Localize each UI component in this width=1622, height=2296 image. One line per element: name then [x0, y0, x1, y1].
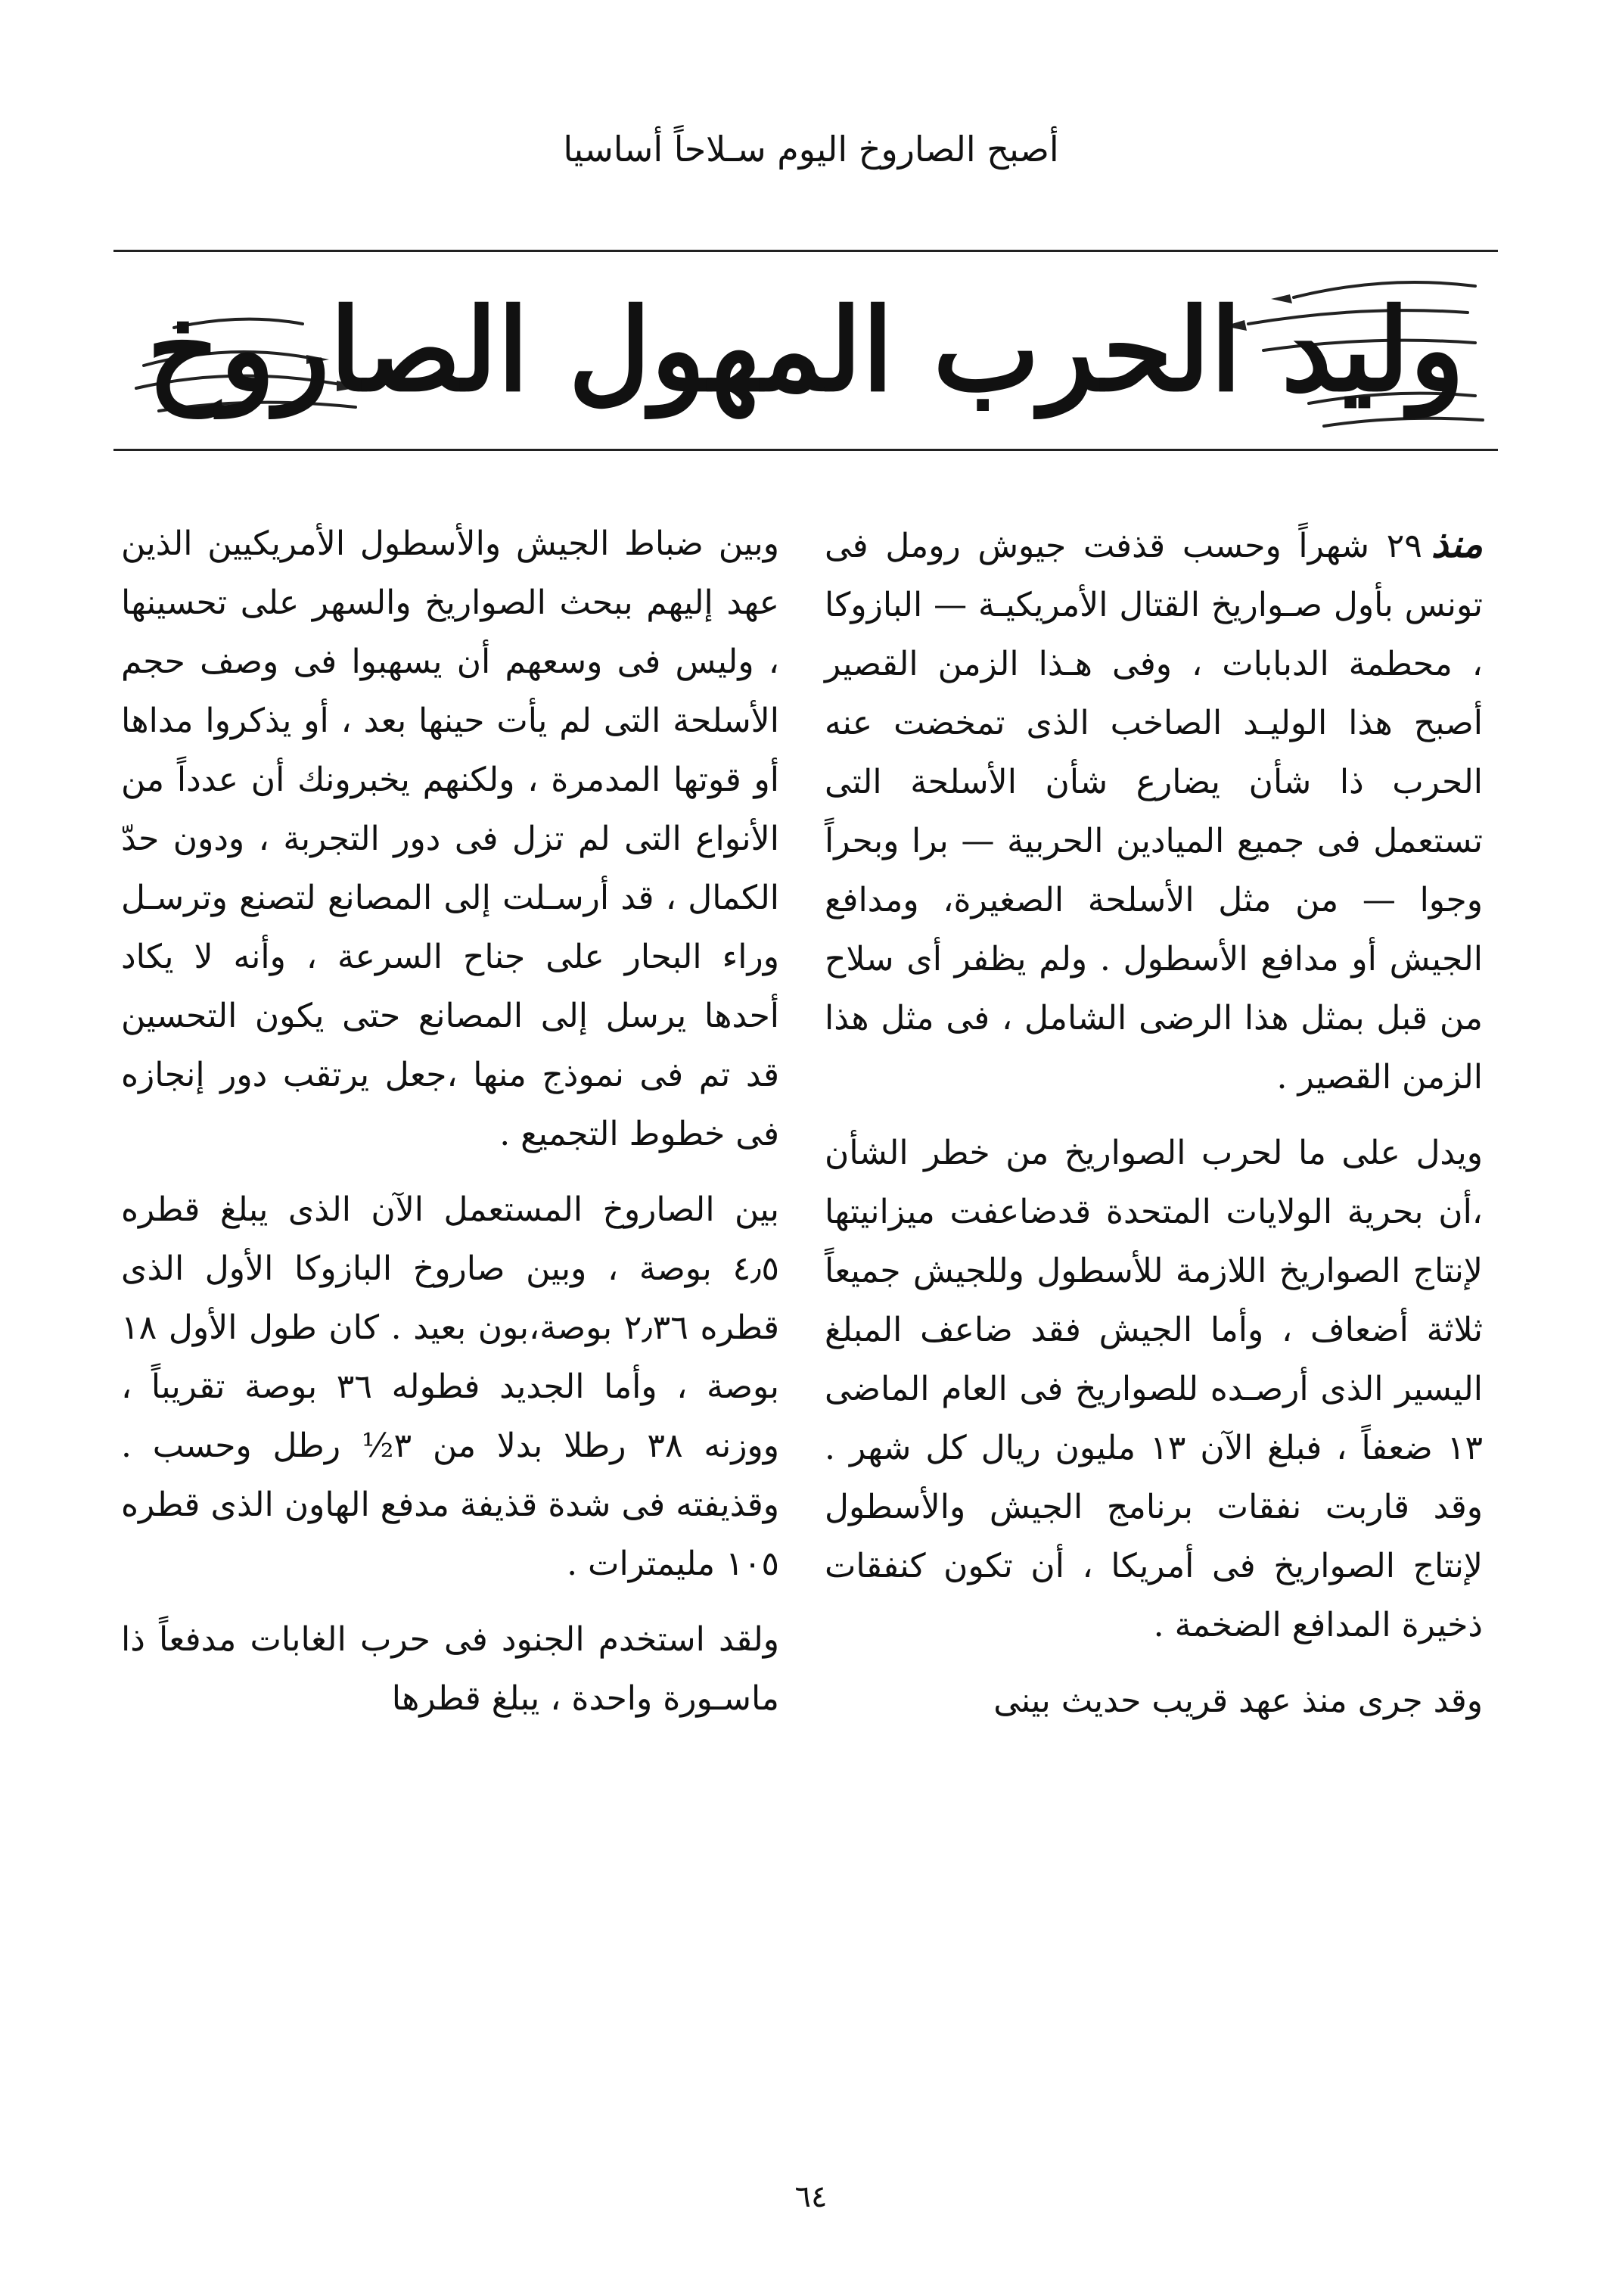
right-paragraph-3: وقد جرى منذ عهد قريب حديث بينى [993, 1682, 1483, 1720]
article-kicker: أصبح الصاروخ اليوم سـلاحاً أساسيا [563, 129, 1059, 170]
left-paragraph-1: وبين ضباط الجيش والأسطول الأمريكيين الذين عهد إليهم ببحث الصواريخ والسهر على تحسينها ، وليس فى وسعهم أن يسهبوا فى وصف حجم الأسلحة التى لم يأت حينها بعد ، أو يذكروا مداها أو قوتها المدمرة ، ولكنهم يخبرونك أن عدداً من الأنواع التى لم تزل فى دور التجربة ، ودون حدّ الكمال ، قد أرسـلت إلى المصانع لتصنع وترسـل وراء البحار على جناح السرعة ، وأنه لا يكاد أحدها يرسل إلى المصانع حتى يكون التحسين قد تم فى نموذج منها ،جعل يرتقب دور إنجازه فى خطوط التجميع . [121, 524, 779, 1153]
left-column [121, 515, 779, 1745]
right-column [825, 515, 1483, 1747]
left-paragraph-3: ولقد استخدم الجنود فى حرب الغابات مدفعاً ذا ماسـورة واحدة ، يبلغ قطرها [121, 1620, 779, 1718]
left-paragraph-2: بين الصاروخ المستعمل الآن الذى يبلغ قطره ٤٫٥ بوصة ، وبين صاروخ البازوكا الأول الذى قطره ٢٫٣٦ بوصة،بون بعيد . كان طول الأول ١٨ بوصة ، وأما الجديد فطوله ٣٦ بوصة تقريباً ، ووزنه ٣٨ رطلا بدلا من ٣½ رطل وحسب . وقذيفته فى شدة قذيفة مدفع الهاون الذى قطره ١٠٥ مليمترات . [121, 1190, 779, 1583]
right-paragraph-1-text: ٢٩ شهراً وحسب قذفت جيوش رومل فى تونس بأول صـواريخ القتال الأمريكيـة — البازوكا ، محطمة الدبابات ، وفى هـذا الزمن القصير أصبح هذا الوليـد الصاخب الذى تمخضت عنه الحرب ذا شأن يضارع شأن الأسلحة التى تستعمل فى جميع الميادين الحربية — برا وبحراً وجوا — من مثل الأسلحة الصغيرة، ومدافع الجيش أو مدافع الأسطول . ولم يظفر أى سلاح من قبل بمثل هذا الرضى الشامل ، فى مثل هذا الزمن القصير . [825, 527, 1483, 1097]
title-banner [113, 250, 1498, 451]
article-title: وليد الحرب المهول الصاروخ [147, 284, 1465, 417]
page-number: ٦٤ [794, 2179, 828, 2214]
lead-word: منذ [1431, 521, 1483, 566]
right-paragraph-1 [825, 515, 1483, 1107]
right-paragraph-2: ويدل على ما لحرب الصواريخ من خطر الشأن ،أن بحرية الولايات المتحدة قدضاعفت ميزانيتها لإنتاج الصواريخ اللازمة للأسطول وللجيش جميعاً ثلاثة أضعاف ، وأما الجيش فقد ضاعف المبلغ اليسير الذى أرصـده للصواريخ فى العام الماضى ١٣ ضعفاً ، فبلغ الآن ١٣ مليون ريال كل شهر . وقد قاربت نفقات برنامج الجيش والأسطول لإنتاج الصواريخ فى أمريكا ، أن تكون كنفقات ذخيرة المدافع الضخمة . [825, 1134, 1484, 1644]
